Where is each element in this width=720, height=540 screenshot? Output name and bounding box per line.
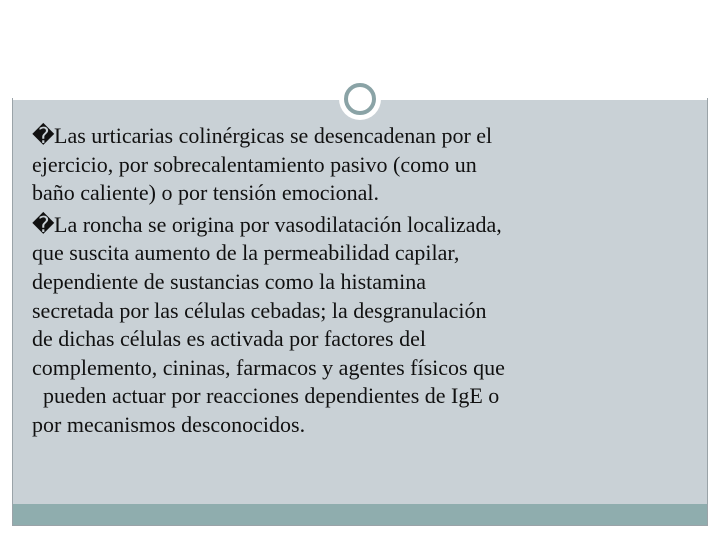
bullet-line: La roncha se origina por vasodilatación localizada,	[54, 211, 502, 237]
bullet-line: baño caliente) o por tensión emocional.	[32, 180, 379, 206]
bullet-line: pueden actuar por reacciones dependientes de IgE o	[43, 383, 500, 409]
bullet-line: de dichas células es activada por factores del	[32, 326, 426, 352]
bullet-line: que suscita aumento de la permeabilidad capilar,	[32, 240, 460, 266]
circle-ornament-icon	[339, 78, 381, 120]
bullet-item	[32, 211, 698, 440]
bottom-accent-bar	[13, 504, 707, 525]
bullet-line: secretada por las células cebadas; la desgranulación	[32, 297, 487, 323]
bullet-line: complemento, cininas, farmacos y agentes físicos que	[32, 354, 505, 380]
circle-ornament-ring	[344, 83, 376, 115]
bullet-item	[32, 122, 698, 208]
bullet-line: Las urticarias colinérgicas se desencadenan por el	[54, 123, 493, 148]
bullet-line: por mecanismos desconocidos.	[32, 411, 306, 437]
bullet-marker-icon: �	[32, 123, 55, 148]
slide-body	[32, 122, 698, 443]
bullet-marker-icon: �	[32, 211, 55, 237]
bullet-line: dependiente de sustancias como la histamina	[32, 268, 427, 294]
bullet-line: ejercicio, por sobrecalentamiento pasivo (como un	[32, 151, 477, 177]
